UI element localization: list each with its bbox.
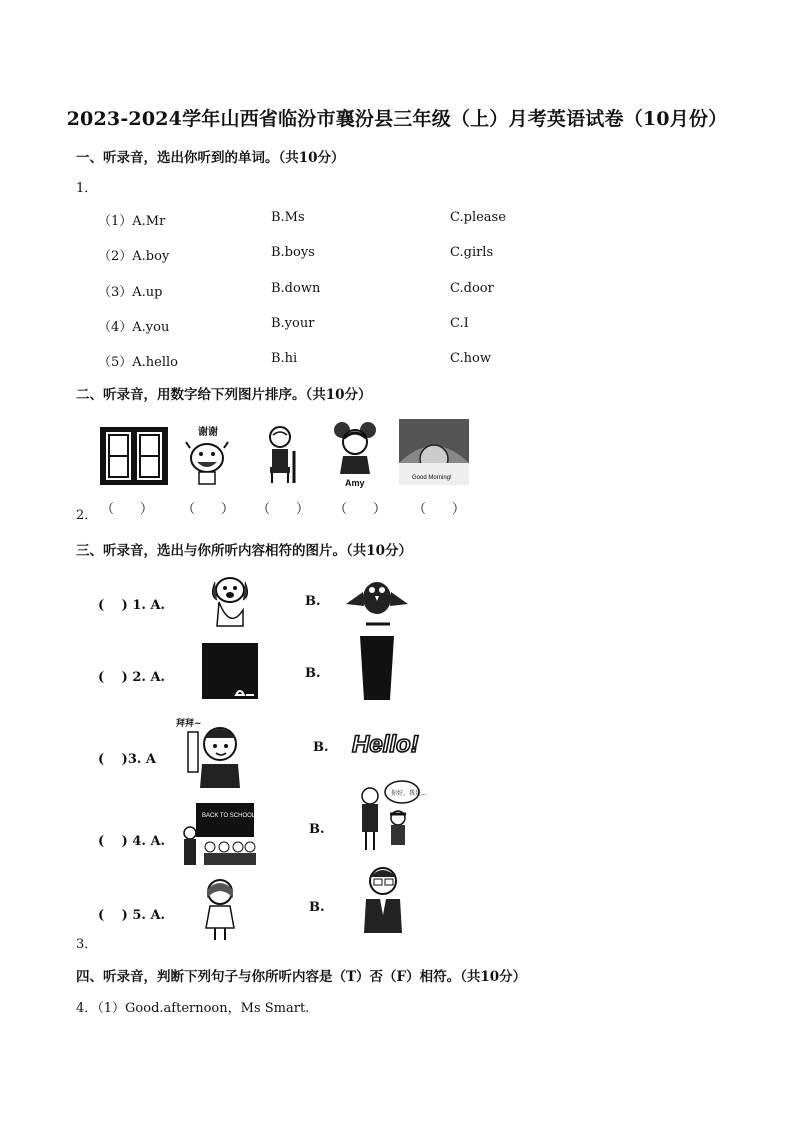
q3-item-1-label: ( ) 1. A. [98, 598, 166, 613]
man-picture [360, 865, 406, 935]
section-2-heading: 二、听录音，用数字给下列图片排序。（共10分） [76, 387, 372, 403]
q2-answer-blank-5[interactable]: （ ） [413, 502, 466, 517]
q3-item-5-label: ( ) 5. A. [98, 908, 166, 923]
q1-item-1-b: B.Ms [271, 210, 305, 225]
q1-item-5-b: B.hi [271, 351, 298, 366]
q3-item-2-b: B. [305, 666, 321, 681]
page-title: 2023-2024学年山西省临汾市襄汾县三年级（上）月考英语试卷（10月份） [66, 108, 728, 130]
q3-item-4-b: B. [309, 822, 325, 837]
greeting-people-picture [350, 780, 427, 852]
bird-picture [344, 570, 410, 630]
section-4-heading: 四、听录音，判断下列句子与你所听内容是（T）否（F）相符。（共10分） [76, 969, 527, 985]
girl-picture [200, 878, 240, 942]
q2-answer-blank-4[interactable]: （ ） [334, 502, 387, 517]
q1-item-2-b: B.boys [271, 245, 315, 260]
question-4-line-1: 4．（1）Good.afternoon，Ms Smart. [76, 1001, 310, 1016]
door-picture [358, 636, 396, 700]
question-3-number: 3． [76, 937, 98, 952]
q1-item-2-a: （2）A.boy [98, 249, 170, 264]
cow-thanks-picture [184, 424, 230, 486]
sunrise-picture [399, 419, 469, 485]
q3-item-1-b: B. [305, 594, 321, 609]
section-1-heading: 一、听录音，选出你听到的单词。（共10分） [76, 150, 345, 166]
q1-item-1-c: C.please [450, 210, 506, 225]
amy-picture [330, 420, 380, 488]
question-1-number: 1． [76, 181, 98, 196]
q1-item-4-b: B.your [271, 316, 315, 331]
thanks-caption: 谢谢 [198, 427, 218, 438]
q1-item-3-a: （3）A.up [98, 285, 163, 300]
q3-item-3-b: B. [313, 740, 329, 755]
q1-item-3-b: B.down [271, 281, 321, 296]
q1-item-4-a: （4）A.you [98, 320, 170, 335]
window-picture [100, 427, 168, 485]
hello-caption: Hello! [352, 731, 419, 758]
section-3-heading: 三、听录音，选出与你所听内容相符的图片。（共10分） [76, 543, 413, 559]
sitting-boy-picture [264, 425, 304, 485]
back-to-school-caption: BACK TO SCHOOL [202, 813, 256, 819]
q3-item-2-label: ( ) 2. A. [98, 670, 166, 685]
amy-caption: Amy [345, 478, 365, 488]
q3-item-3-label: ( )3. A [98, 752, 157, 767]
q2-answer-blank-3[interactable]: （ ） [257, 502, 310, 517]
hello-picture [350, 724, 419, 762]
q3-item-5-b: B. [309, 900, 325, 915]
back-to-school-picture [182, 803, 256, 867]
waving-boy-picture [176, 716, 244, 788]
bye-caption: 拜拜~ [176, 719, 202, 729]
dog-picture [207, 570, 253, 630]
speech-bubble-text: 你好，我是... [391, 790, 427, 797]
q2-answer-blank-2[interactable]: （ ） [182, 502, 235, 517]
q1-item-5-a: （5）A.hello [98, 355, 178, 370]
q2-answer-blank-1[interactable]: （ ） [101, 502, 154, 517]
q1-item-2-c: C.girls [450, 245, 494, 260]
blackboard-picture [202, 643, 258, 699]
q1-item-4-c: C.I [450, 316, 469, 331]
q1-item-5-c: C.how [450, 351, 491, 366]
question-2-number: 2． [76, 508, 98, 523]
q1-item-1-a: （1）A.Mr [98, 214, 166, 229]
q3-item-4-label: ( ) 4. A. [98, 834, 166, 849]
q1-item-3-c: C.door [450, 281, 494, 296]
good-morning-caption: Good Morning! [412, 475, 452, 481]
